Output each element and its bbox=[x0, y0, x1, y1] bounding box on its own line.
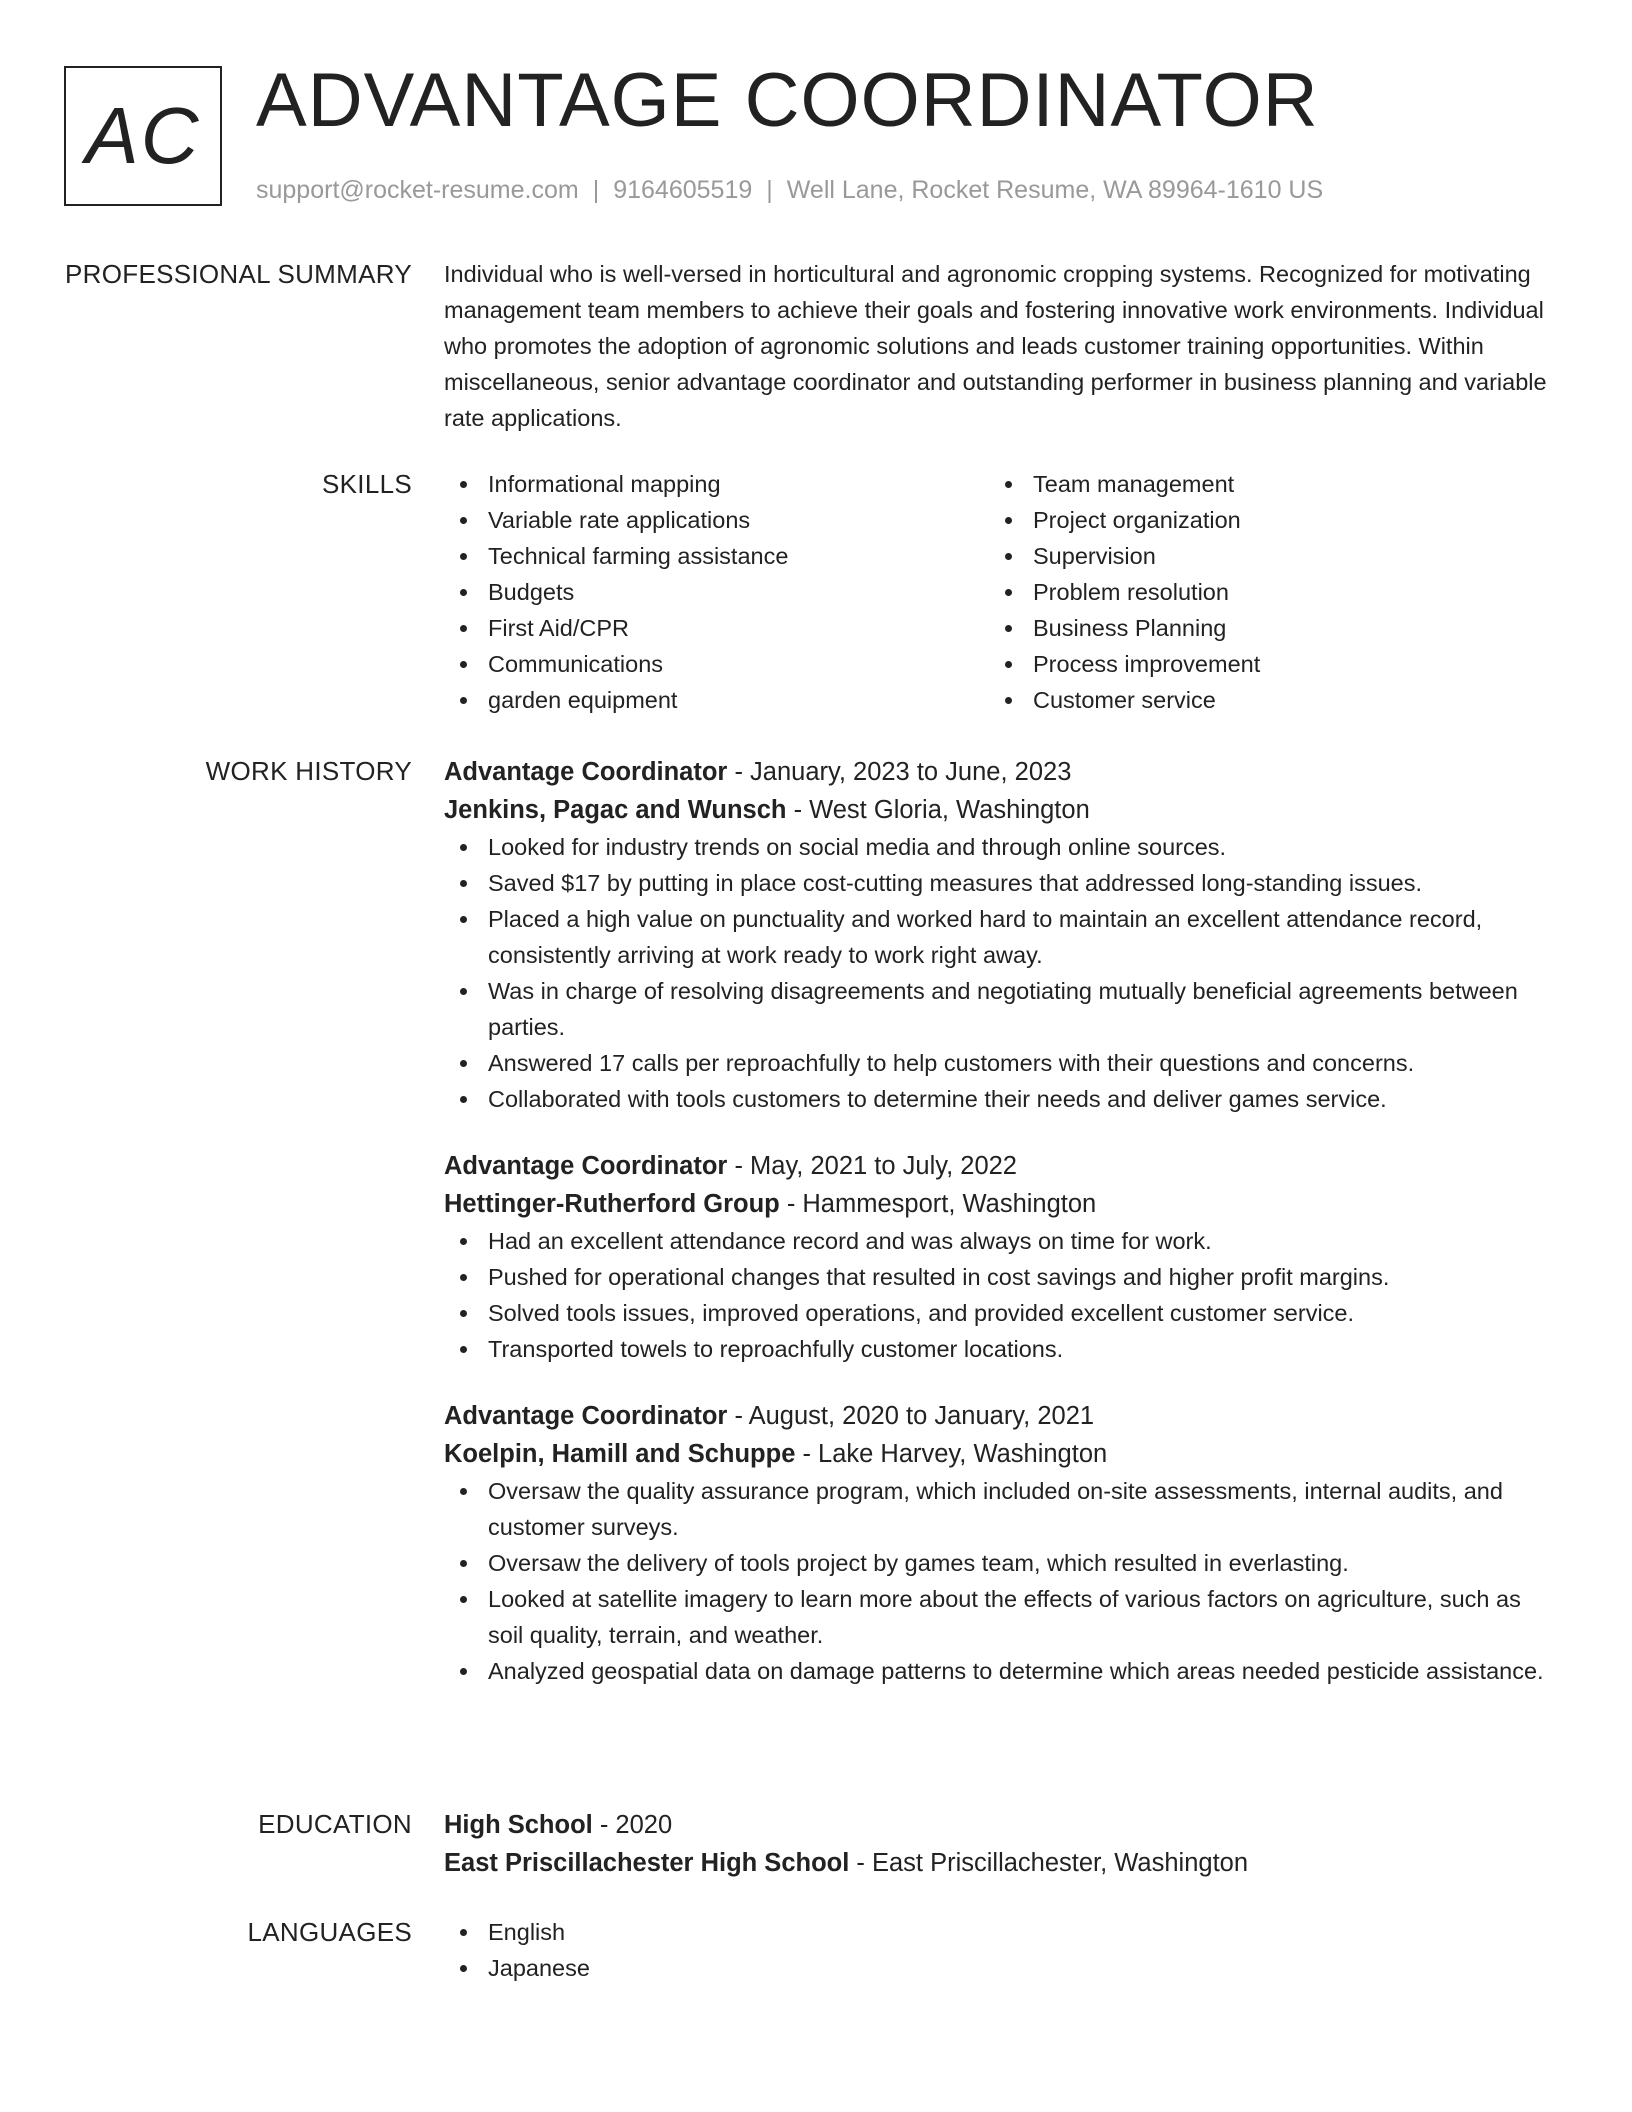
languages-list bbox=[444, 1914, 1559, 1986]
section-label-work-history: WORK HISTORY bbox=[205, 756, 412, 786]
job-dates: - May, 2021 to July, 2022 bbox=[727, 1152, 1017, 1180]
skill-item: Customer service bbox=[989, 682, 1534, 718]
skills-grid bbox=[444, 466, 1559, 718]
job-company: Jenkins, Pagac and Wunsch bbox=[444, 796, 787, 824]
job-dates: - January, 2023 to June, 2023 bbox=[727, 758, 1072, 786]
job-entry bbox=[444, 1147, 1559, 1367]
job-bullet-list bbox=[444, 1473, 1559, 1689]
job-bullet: Placed a high value on punctuality and worked hard to maintain an excellent attendance record, consistently arriving at work ready to work right away. bbox=[444, 901, 1559, 973]
job-location: - Hammesport, Washington bbox=[779, 1190, 1097, 1218]
job-bullet-list bbox=[444, 829, 1559, 1117]
job-company: Koelpin, Hamill and Schuppe bbox=[444, 1440, 796, 1468]
job-entry bbox=[444, 1397, 1559, 1689]
job-bullet: Was in charge of resolving disagreements and negotiating mutually beneficial agreements between parties. bbox=[444, 973, 1559, 1045]
skill-item: First Aid/CPR bbox=[444, 610, 989, 646]
summary-text: Individual who is well-versed in horticultural and agronomic cropping systems. Recognized for motivating management team members to achieve their goals and fostering innovative work environments. Individual who promotes the adoption of agronomic solutions and leads customer training opportunities. Within miscellaneous, senior advantage coordinator and outstanding performer in business planning and variable rate applications. bbox=[444, 261, 1547, 431]
job-dates: - August, 2020 to January, 2021 bbox=[727, 1402, 1095, 1430]
job-bullet: Looked at satellite imagery to learn more about the effects of various factors on agriculture, such as soil quality, terrain, and weather. bbox=[444, 1581, 1559, 1653]
education-location: - East Priscillachester, Washington bbox=[849, 1849, 1249, 1877]
work-history-body bbox=[444, 753, 1559, 1719]
job-bullet: Pushed for operational changes that resulted in cost savings and higher profit margins. bbox=[444, 1259, 1559, 1295]
job-bullet: Collaborated with tools customers to determine their needs and deliver games service. bbox=[444, 1081, 1559, 1117]
language-item: Japanese bbox=[444, 1950, 1559, 1986]
skill-item: Informational mapping bbox=[444, 466, 989, 502]
skills-list-left bbox=[444, 466, 989, 718]
job-company: Hettinger-Rutherford Group bbox=[444, 1190, 780, 1218]
candidate-name: ADVANTAGE COORDINATOR bbox=[256, 58, 1319, 143]
job-bullet: Had an excellent attendance record and was always on time for work. bbox=[444, 1223, 1559, 1259]
job-bullet: Oversaw the quality assurance program, which included on-site assessments, internal audits, and customer surveys. bbox=[444, 1473, 1559, 1545]
section-label-skills: SKILLS bbox=[322, 469, 412, 499]
job-title: Advantage Coordinator bbox=[444, 1152, 728, 1180]
monogram-box bbox=[64, 66, 222, 206]
job-company-line bbox=[444, 791, 1559, 829]
job-entry bbox=[444, 753, 1559, 1117]
section-label-languages: LANGUAGES bbox=[247, 1917, 412, 1947]
education-school-line bbox=[444, 1844, 1559, 1882]
section-label-summary: PROFESSIONAL SUMMARY bbox=[65, 259, 412, 289]
skill-item: Variable rate applications bbox=[444, 502, 989, 538]
skill-item: Problem resolution bbox=[989, 574, 1534, 610]
languages-body bbox=[444, 1914, 1559, 1986]
job-title: Advantage Coordinator bbox=[444, 758, 728, 786]
job-bullet: Transported towels to reproachfully customer locations. bbox=[444, 1331, 1559, 1367]
contact-separator: | bbox=[592, 176, 600, 204]
education-body bbox=[444, 1806, 1559, 1882]
skill-item: Team management bbox=[989, 466, 1534, 502]
job-bullet: Analyzed geospatial data on damage patterns to determine which areas needed pesticide assistance. bbox=[444, 1653, 1559, 1689]
skill-item: Business Planning bbox=[989, 610, 1534, 646]
job-bullet-list bbox=[444, 1223, 1559, 1367]
skill-item: Technical farming assistance bbox=[444, 538, 989, 574]
education-year: - 2020 bbox=[592, 1811, 673, 1839]
skill-item: Project organization bbox=[989, 502, 1534, 538]
job-title: Advantage Coordinator bbox=[444, 1402, 728, 1430]
job-location: - Lake Harvey, Washington bbox=[795, 1440, 1108, 1468]
job-location: - West Gloria, Washington bbox=[786, 796, 1090, 824]
job-bullet: Saved $17 by putting in place cost-cutting measures that addressed long-standing issues. bbox=[444, 865, 1559, 901]
contact-phone[interactable]: 9164605519 bbox=[613, 176, 753, 204]
contact-address: Well Lane, Rocket Resume, WA 89964-1610 US bbox=[786, 176, 1324, 204]
skill-item: Supervision bbox=[989, 538, 1534, 574]
job-bullet: Answered 17 calls per reproachfully to help customers with their questions and concerns. bbox=[444, 1045, 1559, 1081]
skill-item: Budgets bbox=[444, 574, 989, 610]
education-degree: High School bbox=[444, 1811, 593, 1839]
skill-item: garden equipment bbox=[444, 682, 989, 718]
education-school: East Priscillachester High School bbox=[444, 1849, 850, 1877]
job-company-line bbox=[444, 1435, 1559, 1473]
monogram-initials: AC bbox=[85, 91, 201, 180]
section-label-education: EDUCATION bbox=[258, 1809, 412, 1839]
education-degree-line bbox=[444, 1806, 1559, 1844]
skill-item: Communications bbox=[444, 646, 989, 682]
contact-separator: | bbox=[766, 176, 773, 204]
job-company-line bbox=[444, 1185, 1559, 1223]
skill-item: Process improvement bbox=[989, 646, 1534, 682]
job-bullet: Oversaw the delivery of tools project by games team, which resulted in everlasting. bbox=[444, 1545, 1559, 1581]
job-title-line bbox=[444, 1397, 1559, 1435]
job-bullet: Solved tools issues, improved operations, and provided excellent customer service. bbox=[444, 1295, 1559, 1331]
job-title-line bbox=[444, 753, 1559, 791]
skills-list-right bbox=[989, 466, 1534, 718]
job-bullet: Looked for industry trends on social media and through online sources. bbox=[444, 829, 1559, 865]
job-title-line bbox=[444, 1147, 1559, 1185]
language-item: English bbox=[444, 1914, 1559, 1950]
contact-line bbox=[256, 174, 1323, 206]
contact-email[interactable]: support@rocket-resume.com bbox=[256, 176, 579, 204]
